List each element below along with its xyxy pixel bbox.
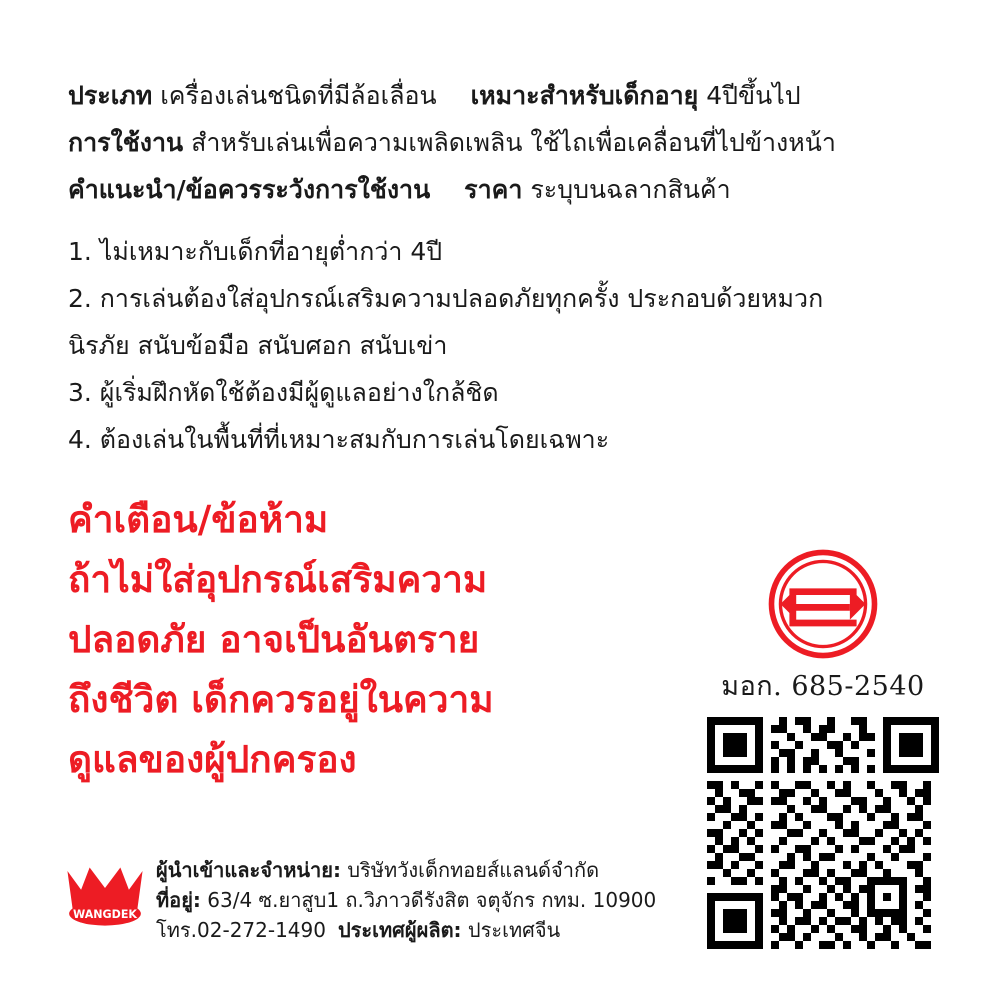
tis-standard-mark-icon (767, 548, 879, 660)
field-value: สำหรับเล่นเพื่อความเพลิดเพลิน ใช้ไถเพื่อเคลื่อนที่ไปข้างหน้า (191, 128, 836, 157)
spec-line (68, 166, 948, 213)
importer-line (156, 915, 702, 945)
spec-line (68, 119, 948, 166)
warning-line: ถึงชีวิต เด็กควรอยู่ในความ (68, 678, 494, 721)
wangdek-crown-logo-icon (62, 859, 148, 929)
svg-text:WANGDEK: WANGDEK (72, 907, 138, 921)
field-value: ระบุบนฉลากสินค้า (530, 175, 731, 204)
field-label: ที่อยู่: (156, 888, 201, 912)
specification-block (68, 72, 948, 213)
warning-line: ปลอดภัย อาจเป็นอันตราย (68, 618, 480, 661)
warning-heading: คำเตือน/ข้อห้าม (68, 498, 329, 541)
field-value: 63/4 ซ.ยาสูบ1 ถ.วิภาวดีรังสิต จตุจักร กทม. 10900 (207, 888, 657, 912)
instruction-item: 2. การเล่นต้องใส่อุปกรณ์เสริมความปลอดภัยทุกครั้ง ประกอบด้วยหมวก (68, 284, 824, 313)
instruction-item: นิรภัย สนับข้อมือ สนับศอก สนับเข่า (68, 331, 448, 360)
tis-code-label: มอก. 685-2540 (721, 671, 925, 702)
importer-line (156, 885, 702, 915)
field-label: เหมาะสำหรับเด็กอายุ (470, 81, 699, 110)
instructions-list (68, 228, 958, 463)
spec-line (68, 72, 948, 119)
importer-info (156, 855, 702, 945)
field-value: โทร.02-272-1490 (156, 918, 326, 942)
instruction-item: 4. ต้องเล่นในพื้นที่ที่เหมาะสมกับการเล่นโดยเฉพาะ (68, 425, 610, 454)
warning-line: ดูแลของผู้ปกครอง (68, 738, 357, 781)
field-label: คำแนะนำ/ข้อควรระวังการใช้งาน (68, 175, 431, 204)
footer-block (62, 855, 702, 945)
qr-code (707, 717, 939, 949)
field-value: เครื่องเล่นชนิดที่มีล้อเลื่อน (160, 81, 437, 110)
field-label: ประเภท (68, 81, 153, 110)
certification-block (698, 548, 948, 949)
field-value: 4ปีขึ้นไป (706, 81, 801, 110)
field-label: ประเทศผู้ผลิต: (337, 918, 462, 942)
field-value: บริษัทวังเด็กทอยส์แลนด์จำกัด (347, 858, 600, 882)
instruction-item: 3. ผู้เริ่มฝึกหัดใช้ต้องมีผู้ดูแลอย่างใกล้ชิด (68, 378, 499, 407)
warning-block (68, 490, 688, 790)
warning-line: ถ้าไม่ใส่อุปกรณ์เสริมความ (68, 558, 488, 601)
instruction-item: 1. ไม่เหมาะกับเด็กที่อายุต่ำกว่า 4ปี (68, 237, 443, 266)
field-label: ผู้นำเข้าและจำหน่าย: (156, 858, 341, 882)
field-label: การใช้งาน (68, 128, 184, 157)
field-value: ประเทศจีน (467, 918, 561, 942)
field-label: ราคา (464, 175, 523, 204)
importer-line (156, 855, 702, 885)
